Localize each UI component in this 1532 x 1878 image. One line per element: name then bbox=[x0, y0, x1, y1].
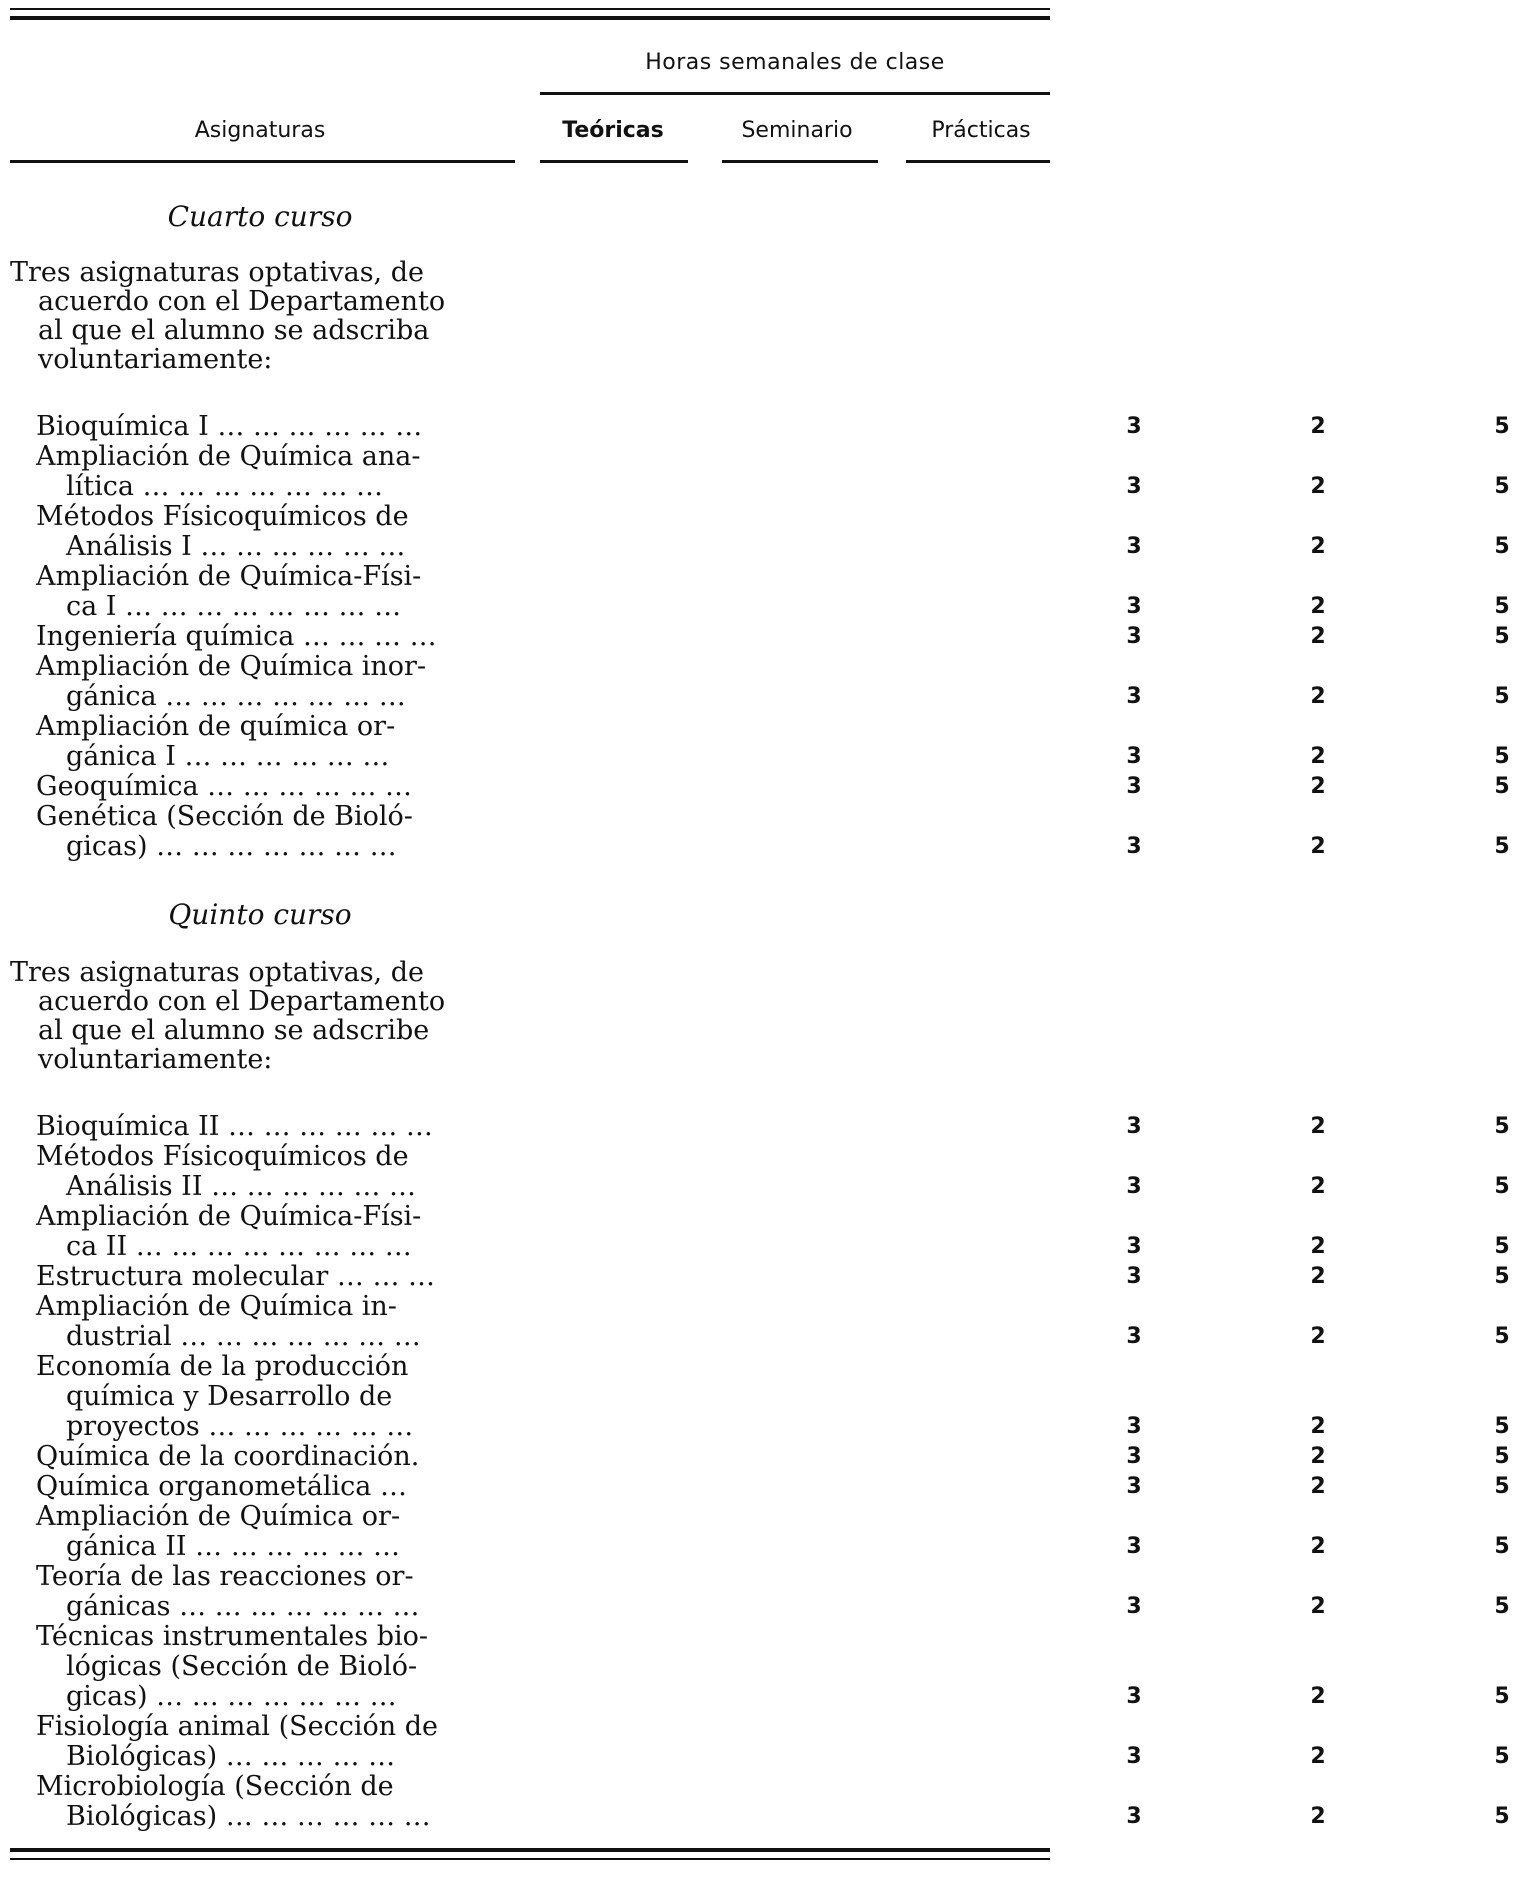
section-intro bbox=[10, 258, 510, 374]
subject-name-line: gánicas … … … … … … … bbox=[66, 1591, 420, 1622]
subject-name bbox=[0, 562, 510, 622]
subject-name-line: Ampliación de Química inor- bbox=[36, 651, 427, 682]
hours-practicas: 5 bbox=[1494, 1744, 1510, 1769]
subject-name bbox=[0, 1622, 510, 1712]
subject-name bbox=[0, 1292, 510, 1352]
subject-name bbox=[0, 1352, 510, 1442]
hours-seminario: 2 bbox=[1310, 624, 1326, 649]
subject-name-line: gánica II … … … … … … bbox=[66, 1531, 401, 1562]
subject-name-line: Métodos Físicoquímicos de bbox=[36, 1141, 409, 1172]
subject-name-line: gicas) … … … … … … … bbox=[66, 1681, 397, 1712]
header-underline-seminario bbox=[722, 160, 878, 163]
hours-teoricas: 3 bbox=[1126, 474, 1142, 499]
subject-name-line: lógicas (Sección de Bioló- bbox=[66, 1651, 418, 1682]
subject-name-line: Ampliación de química or- bbox=[36, 711, 396, 742]
header-group-title: Horas semanales de clase bbox=[645, 50, 945, 75]
header-underline-practicas bbox=[906, 160, 1050, 163]
bottom-rule-thin bbox=[10, 1858, 1050, 1860]
intro-line: Tres asignaturas optativas, de bbox=[10, 257, 424, 288]
intro-line: acuerdo con el Departamento bbox=[38, 286, 446, 317]
hours-teoricas: 3 bbox=[1126, 1804, 1142, 1829]
subject-name-line: Análisis I … … … … … … bbox=[66, 531, 406, 562]
hours-teoricas: 3 bbox=[1126, 1174, 1142, 1199]
table-row bbox=[0, 1471, 1510, 1502]
table-row bbox=[0, 561, 1510, 622]
table-row bbox=[0, 1111, 1510, 1142]
table-row bbox=[0, 1441, 1510, 1472]
subject-name-line: Ampliación de Química in- bbox=[36, 1291, 397, 1322]
subject-name-line: lítica … … … … … … … bbox=[66, 471, 384, 502]
hours-practicas: 5 bbox=[1494, 774, 1510, 799]
hours-teoricas: 3 bbox=[1126, 1114, 1142, 1139]
table-row bbox=[0, 1711, 1510, 1772]
hours-teoricas: 3 bbox=[1126, 534, 1142, 559]
subject-name bbox=[0, 1712, 510, 1772]
hours-seminario: 2 bbox=[1310, 1234, 1326, 1259]
hours-teoricas: 3 bbox=[1126, 1744, 1142, 1769]
header-teoricas: Teóricas bbox=[562, 118, 664, 143]
hours-seminario: 2 bbox=[1310, 1174, 1326, 1199]
subject-name-line: gánica I … … … … … … bbox=[66, 741, 390, 772]
hours-seminario: 2 bbox=[1310, 744, 1326, 769]
bottom-rule-thick bbox=[10, 1848, 1050, 1852]
subject-name-line: Química organometálica … bbox=[36, 1471, 407, 1502]
hours-seminario: 2 bbox=[1310, 1444, 1326, 1469]
hours-seminario: 2 bbox=[1310, 1264, 1326, 1289]
table-row bbox=[0, 1351, 1510, 1442]
table-row bbox=[0, 1561, 1510, 1622]
hours-practicas: 5 bbox=[1494, 1414, 1510, 1439]
subject-name-line: Biológicas) … … … … … … bbox=[66, 1801, 431, 1832]
hours-seminario: 2 bbox=[1310, 1324, 1326, 1349]
header-underline-teoricas bbox=[540, 160, 688, 163]
subject-name bbox=[0, 622, 510, 652]
subject-name bbox=[0, 772, 510, 802]
table-row bbox=[0, 1201, 1510, 1262]
subject-name bbox=[0, 442, 510, 502]
hours-teoricas: 3 bbox=[1126, 1474, 1142, 1499]
subject-name-line: Ampliación de Química-Físi- bbox=[36, 561, 422, 592]
header-practicas: Prácticas bbox=[931, 118, 1031, 143]
subject-name bbox=[0, 1472, 510, 1502]
hours-seminario: 2 bbox=[1310, 1804, 1326, 1829]
hours-seminario: 2 bbox=[1310, 1594, 1326, 1619]
subject-name bbox=[0, 1502, 510, 1562]
hours-seminario: 2 bbox=[1310, 534, 1326, 559]
subject-name-line: Estructura molecular … … … bbox=[36, 1261, 436, 1292]
table-row bbox=[0, 651, 1510, 712]
header-subjects: Asignaturas bbox=[194, 118, 326, 143]
section-intro bbox=[10, 958, 510, 1074]
subject-name-line: Ampliación de Química or- bbox=[36, 1501, 401, 1532]
hours-practicas: 5 bbox=[1494, 474, 1510, 499]
hours-teoricas: 3 bbox=[1126, 1684, 1142, 1709]
table-row bbox=[0, 1621, 1510, 1712]
hours-teoricas: 3 bbox=[1126, 1264, 1142, 1289]
hours-seminario: 2 bbox=[1310, 834, 1326, 859]
subject-name bbox=[0, 712, 510, 772]
hours-teoricas: 3 bbox=[1126, 834, 1142, 859]
hours-teoricas: 3 bbox=[1126, 594, 1142, 619]
intro-line: al que el alumno se adscribe bbox=[38, 1015, 430, 1046]
subject-name bbox=[0, 1772, 510, 1832]
subject-name-line: Técnicas instrumentales bio- bbox=[36, 1621, 428, 1652]
hours-practicas: 5 bbox=[1494, 1174, 1510, 1199]
table-row bbox=[0, 1261, 1510, 1292]
subject-name-line: ca I … … … … … … … … bbox=[66, 591, 402, 622]
hours-practicas: 5 bbox=[1494, 534, 1510, 559]
hours-practicas: 5 bbox=[1494, 594, 1510, 619]
subject-name-line: Biológicas) … … … … … bbox=[66, 1741, 396, 1772]
table-row bbox=[0, 1771, 1510, 1832]
table-row bbox=[0, 801, 1510, 862]
intro-line: acuerdo con el Departamento bbox=[38, 986, 446, 1017]
hours-seminario: 2 bbox=[1310, 1744, 1326, 1769]
header-seminario: Seminario bbox=[741, 118, 853, 143]
subject-name bbox=[0, 502, 510, 562]
hours-practicas: 5 bbox=[1494, 1444, 1510, 1469]
hours-teoricas: 3 bbox=[1126, 1594, 1142, 1619]
subject-name-line: proyectos … … … … … … bbox=[66, 1411, 414, 1442]
hours-practicas: 5 bbox=[1494, 1264, 1510, 1289]
top-rule-thick bbox=[10, 16, 1050, 20]
table-row bbox=[0, 711, 1510, 772]
hours-practicas: 5 bbox=[1494, 414, 1510, 439]
table-row bbox=[0, 771, 1510, 802]
section-title: Cuarto curso bbox=[167, 200, 353, 233]
subject-name-line: Microbiología (Sección de bbox=[36, 1771, 394, 1802]
subject-name bbox=[0, 802, 510, 862]
hours-teoricas: 3 bbox=[1126, 684, 1142, 709]
hours-practicas: 5 bbox=[1494, 834, 1510, 859]
table-row bbox=[0, 621, 1510, 652]
subject-name-line: Genética (Sección de Bioló- bbox=[36, 801, 413, 832]
subjects-table-cuarto bbox=[0, 411, 1510, 862]
subject-name-line: gánica … … … … … … … bbox=[66, 681, 406, 712]
subject-name-line: Métodos Físicoquímicos de bbox=[36, 501, 409, 532]
table-row bbox=[0, 501, 1510, 562]
hours-seminario: 2 bbox=[1310, 1474, 1326, 1499]
hours-seminario: 2 bbox=[1310, 1414, 1326, 1439]
subject-name-line: Ampliación de Química ana- bbox=[36, 441, 421, 472]
subject-name bbox=[0, 1562, 510, 1622]
subject-name-line: Fisiología animal (Sección de bbox=[36, 1711, 439, 1742]
hours-seminario: 2 bbox=[1310, 1114, 1326, 1139]
table-row bbox=[0, 1291, 1510, 1352]
hours-teoricas: 3 bbox=[1126, 1234, 1142, 1259]
subject-name bbox=[0, 652, 510, 712]
subject-name bbox=[0, 1262, 510, 1292]
hours-seminario: 2 bbox=[1310, 1684, 1326, 1709]
subject-name-line: Teoría de las reacciones or- bbox=[36, 1561, 414, 1592]
table-row bbox=[0, 441, 1510, 502]
hours-teoricas: 3 bbox=[1126, 1534, 1142, 1559]
subject-name-line: Bioquímica II … … … … … … bbox=[36, 1111, 433, 1142]
subject-name bbox=[0, 1442, 510, 1472]
subject-name-line: Ingeniería química … … … … bbox=[36, 621, 437, 652]
subject-name bbox=[0, 1202, 510, 1262]
hours-practicas: 5 bbox=[1494, 624, 1510, 649]
subject-name-line: química y Desarrollo de bbox=[66, 1381, 393, 1412]
hours-practicas: 5 bbox=[1494, 1114, 1510, 1139]
intro-line: voluntariamente: bbox=[38, 344, 273, 375]
hours-practicas: 5 bbox=[1494, 1594, 1510, 1619]
hours-teoricas: 3 bbox=[1126, 774, 1142, 799]
top-rule-thin bbox=[10, 8, 1050, 10]
header-underline-subjects bbox=[10, 160, 515, 163]
hours-seminario: 2 bbox=[1310, 1534, 1326, 1559]
subject-name bbox=[0, 412, 510, 442]
hours-teoricas: 3 bbox=[1126, 1444, 1142, 1469]
hours-practicas: 5 bbox=[1494, 1474, 1510, 1499]
table-row bbox=[0, 1501, 1510, 1562]
hours-seminario: 2 bbox=[1310, 774, 1326, 799]
hours-teoricas: 3 bbox=[1126, 744, 1142, 769]
subject-name-line: Economía de la producción bbox=[36, 1351, 409, 1382]
hours-practicas: 5 bbox=[1494, 1534, 1510, 1559]
hours-teoricas: 3 bbox=[1126, 1324, 1142, 1349]
subject-name-line: gicas) … … … … … … … bbox=[66, 831, 397, 862]
subject-name-line: dustrial … … … … … … … bbox=[66, 1321, 421, 1352]
hours-teoricas: 3 bbox=[1126, 1414, 1142, 1439]
intro-line: voluntariamente: bbox=[38, 1044, 273, 1075]
table-row bbox=[0, 1141, 1510, 1202]
subject-name bbox=[0, 1142, 510, 1202]
subject-name-line: Geoquímica … … … … … … bbox=[36, 771, 413, 802]
hours-teoricas: 3 bbox=[1126, 414, 1142, 439]
hours-seminario: 2 bbox=[1310, 414, 1326, 439]
subject-name-line: Análisis II … … … … … … bbox=[66, 1171, 417, 1202]
subject-name-line: ca II … … … … … … … … bbox=[66, 1231, 412, 1262]
subject-name-line: Ampliación de Química-Físi- bbox=[36, 1201, 422, 1232]
intro-line: al que el alumno se adscriba bbox=[38, 315, 430, 346]
hours-practicas: 5 bbox=[1494, 1684, 1510, 1709]
hours-practicas: 5 bbox=[1494, 684, 1510, 709]
hours-practicas: 5 bbox=[1494, 1234, 1510, 1259]
subject-name-line: Química de la coordinación. bbox=[36, 1441, 420, 1472]
hours-teoricas: 3 bbox=[1126, 624, 1142, 649]
hours-practicas: 5 bbox=[1494, 1804, 1510, 1829]
table-row bbox=[0, 411, 1510, 442]
hours-seminario: 2 bbox=[1310, 594, 1326, 619]
hours-seminario: 2 bbox=[1310, 684, 1326, 709]
subjects-table-quinto bbox=[0, 1111, 1510, 1832]
header-group-underline bbox=[540, 92, 1050, 95]
subject-name bbox=[0, 1112, 510, 1142]
hours-practicas: 5 bbox=[1494, 744, 1510, 769]
hours-seminario: 2 bbox=[1310, 474, 1326, 499]
section-title: Quinto curso bbox=[168, 898, 352, 931]
hours-practicas: 5 bbox=[1494, 1324, 1510, 1349]
intro-line: Tres asignaturas optativas, de bbox=[10, 957, 424, 988]
subject-name-line: Bioquímica I … … … … … … bbox=[36, 411, 423, 442]
